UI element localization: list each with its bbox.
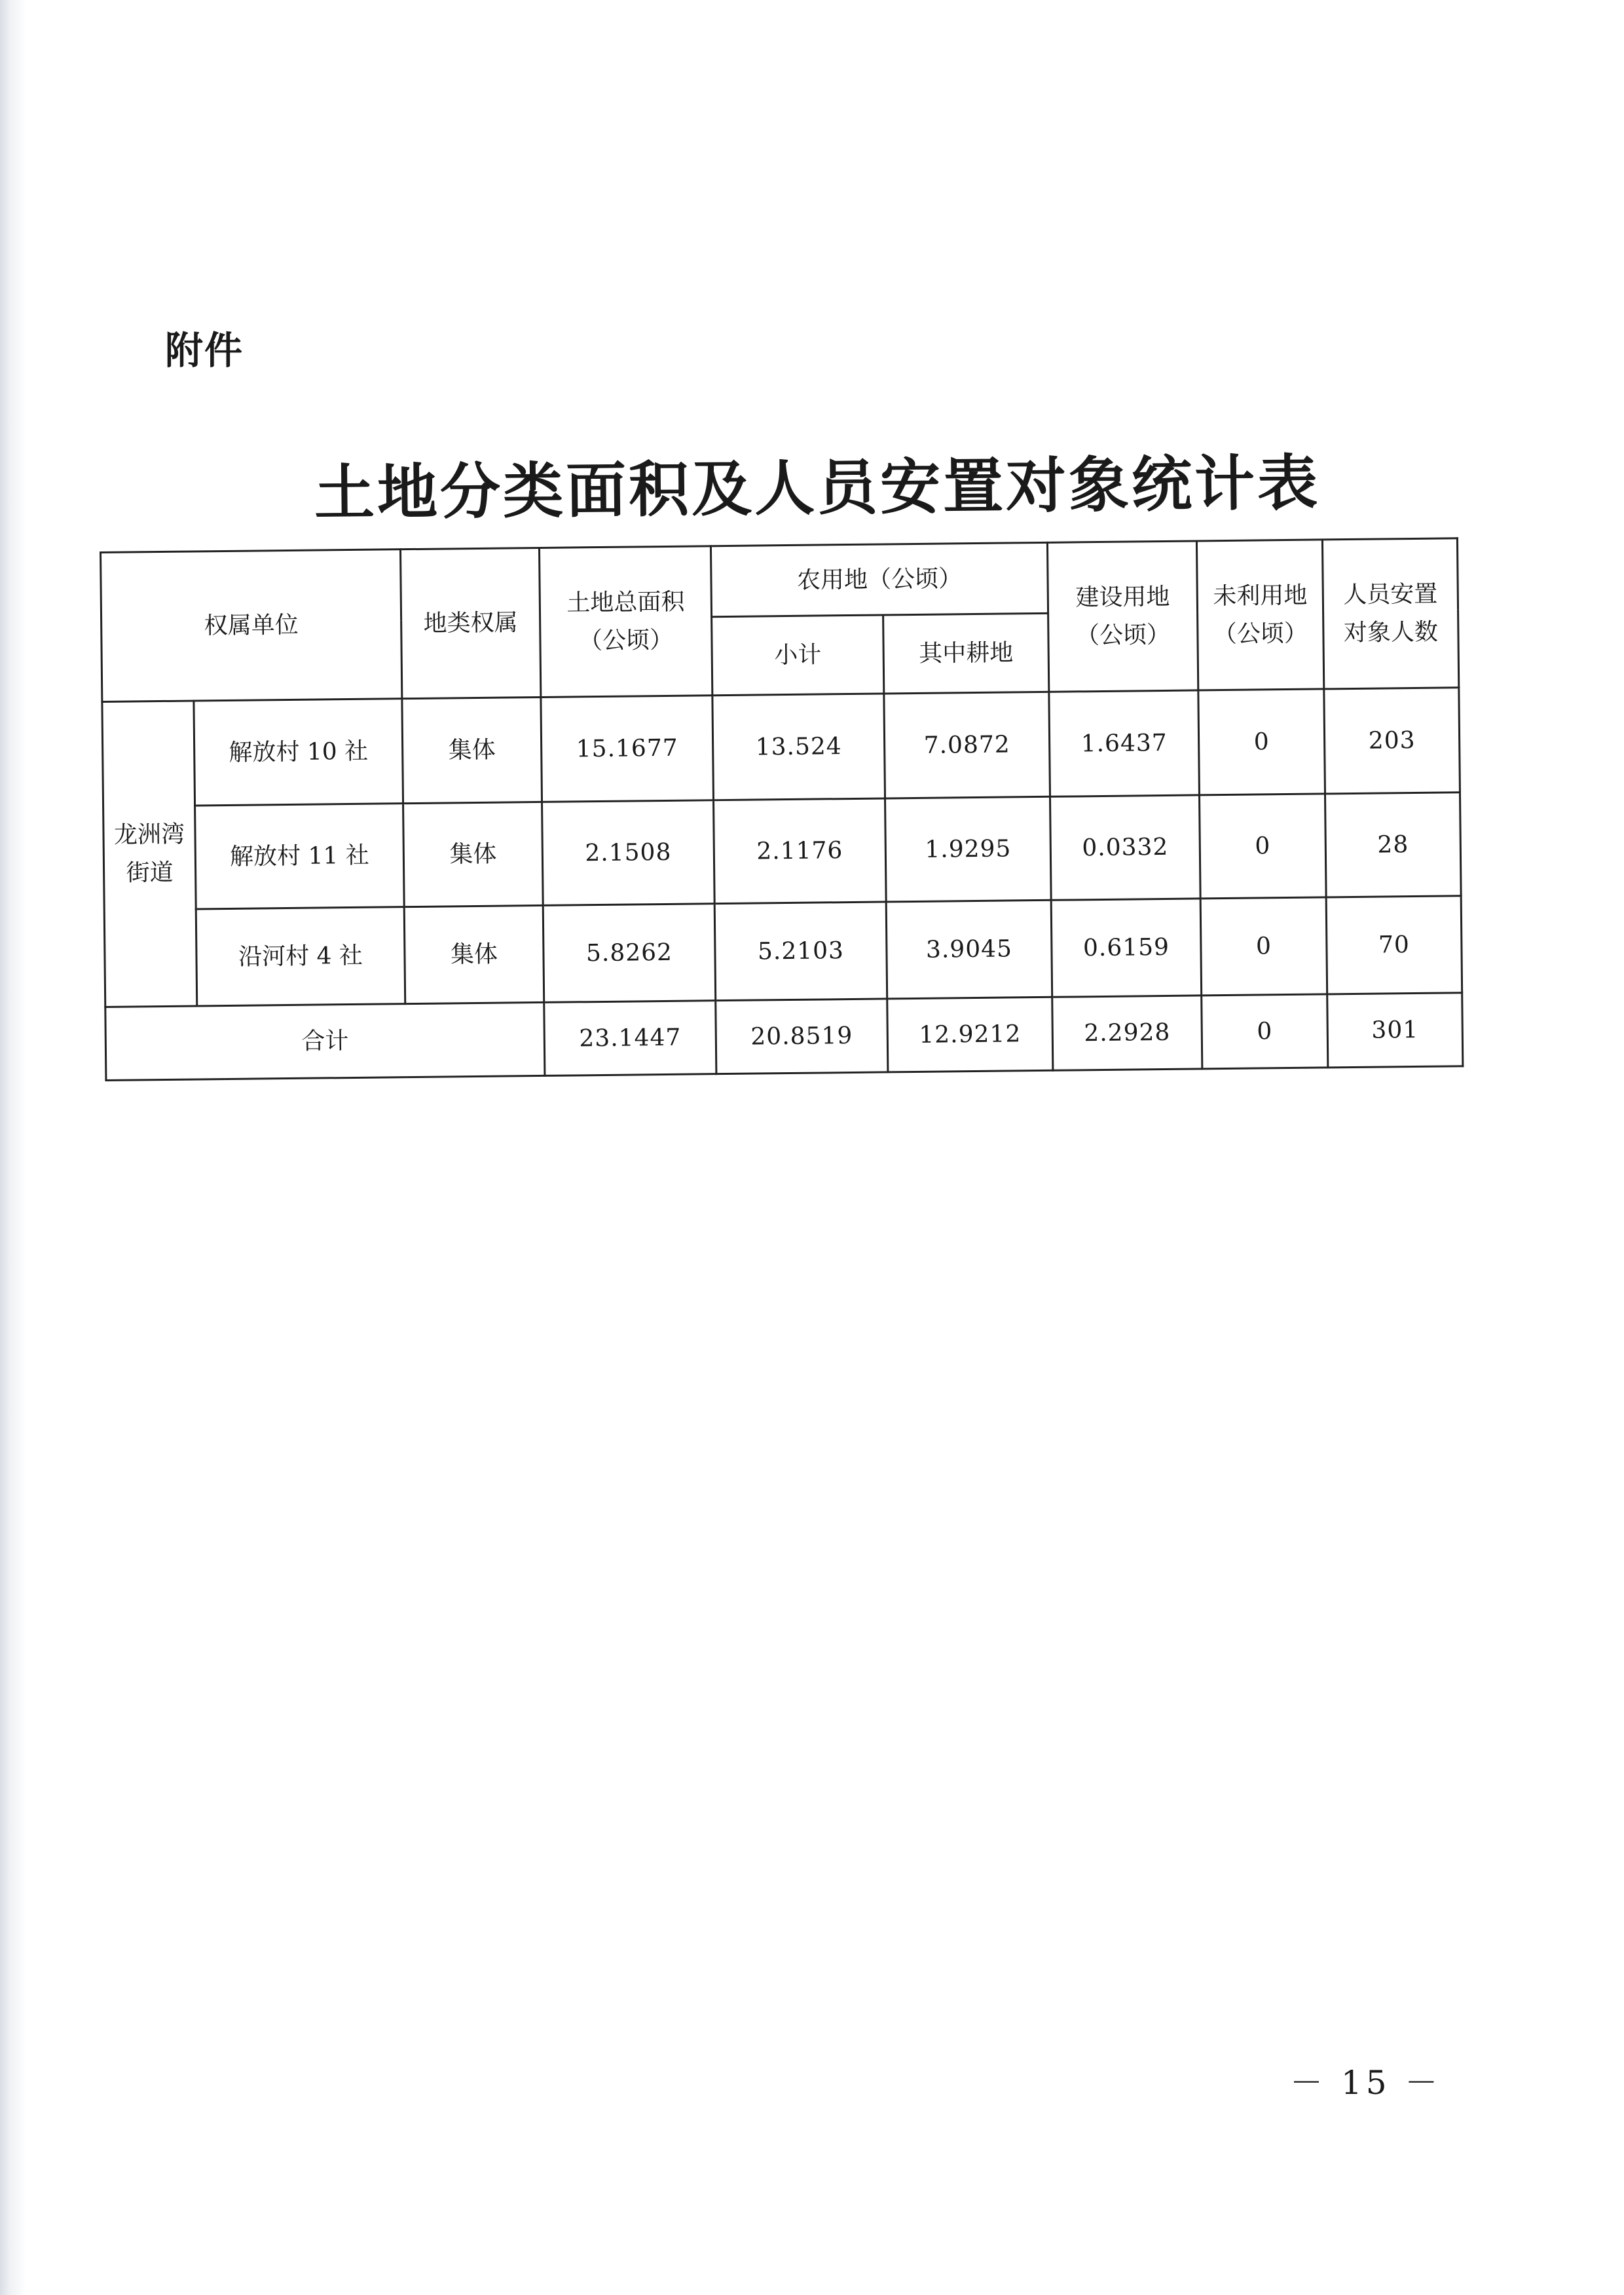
total-row: [105, 993, 1463, 1081]
page-number: － 15 －: [1290, 2064, 1442, 2102]
unit-cell: 解放村 10 社: [194, 699, 403, 806]
agri-cultivated-sum-cell: 12.9212: [887, 997, 1053, 1072]
table-row: [104, 896, 1462, 1007]
header-land-ownership: 地类权属: [401, 548, 541, 698]
total-area-cell: 15.1677: [541, 696, 714, 802]
construction-cell: 1.6437: [1049, 690, 1200, 796]
persons-cell: 203: [1324, 688, 1460, 794]
statistics-table-container: [100, 537, 1462, 1081]
unused-cell: 0: [1200, 897, 1327, 996]
ownership-cell: 集体: [402, 697, 542, 803]
construction-sum-cell: 2.2928: [1052, 996, 1202, 1070]
street-cell: 龙洲湾 街道: [102, 701, 197, 1007]
unit-cell: 解放村 11 社: [195, 804, 405, 909]
unused-cell: 0: [1200, 794, 1327, 899]
header-agricultural-land: 农用地（公顷）: [710, 542, 1048, 616]
header-row-1: [101, 538, 1458, 624]
header-resettled-persons: 人员安置 对象人数: [1322, 538, 1458, 689]
persons-cell: 70: [1326, 896, 1462, 994]
header-agri-cultivated: 其中耕地: [883, 613, 1049, 694]
table-row: [103, 793, 1462, 910]
header-construction-land: 建设用地 （公顷）: [1047, 541, 1198, 692]
unused-cell: 0: [1198, 689, 1325, 795]
agri-cultivated-cell: 7.0872: [884, 692, 1050, 798]
construction-cell: 0.0332: [1050, 795, 1201, 900]
agri-subtotal-cell: 5.2103: [714, 902, 887, 1001]
agri-subtotal-sum-cell: 20.8519: [716, 999, 888, 1074]
agri-cultivated-cell: 3.9045: [886, 900, 1052, 999]
ownership-cell: 集体: [403, 802, 544, 906]
total-area-sum-cell: 23.1447: [544, 1001, 716, 1076]
table-row: [102, 688, 1460, 807]
header-owner-unit: 权属单位: [101, 550, 402, 702]
attachment-label: 附件: [165, 328, 244, 373]
persons-sum-cell: 301: [1327, 993, 1463, 1068]
unused-sum-cell: 0: [1202, 994, 1328, 1069]
land-statistics-table: [100, 537, 1464, 1081]
persons-cell: 28: [1325, 793, 1462, 897]
agri-subtotal-cell: 13.524: [712, 694, 885, 800]
construction-cell: 0.6159: [1051, 899, 1202, 997]
unit-cell: 沿河村 4 社: [196, 907, 405, 1006]
total-area-cell: 2.1508: [542, 800, 715, 906]
agri-subtotal-cell: 2.1176: [714, 798, 887, 904]
total-area-cell: 5.8262: [543, 904, 716, 1003]
agri-cultivated-cell: 1.9295: [885, 796, 1052, 902]
header-unused-land: 未利用地 （公顷）: [1196, 540, 1323, 690]
document-title: 土地分类面积及人员安置对象统计表: [314, 447, 1321, 529]
header-agri-subtotal: 小计: [712, 615, 884, 696]
ownership-cell: 集体: [404, 905, 544, 1003]
total-label-cell: 合计: [105, 1002, 545, 1080]
header-total-area: 土地总面积 （公顷）: [539, 546, 712, 698]
